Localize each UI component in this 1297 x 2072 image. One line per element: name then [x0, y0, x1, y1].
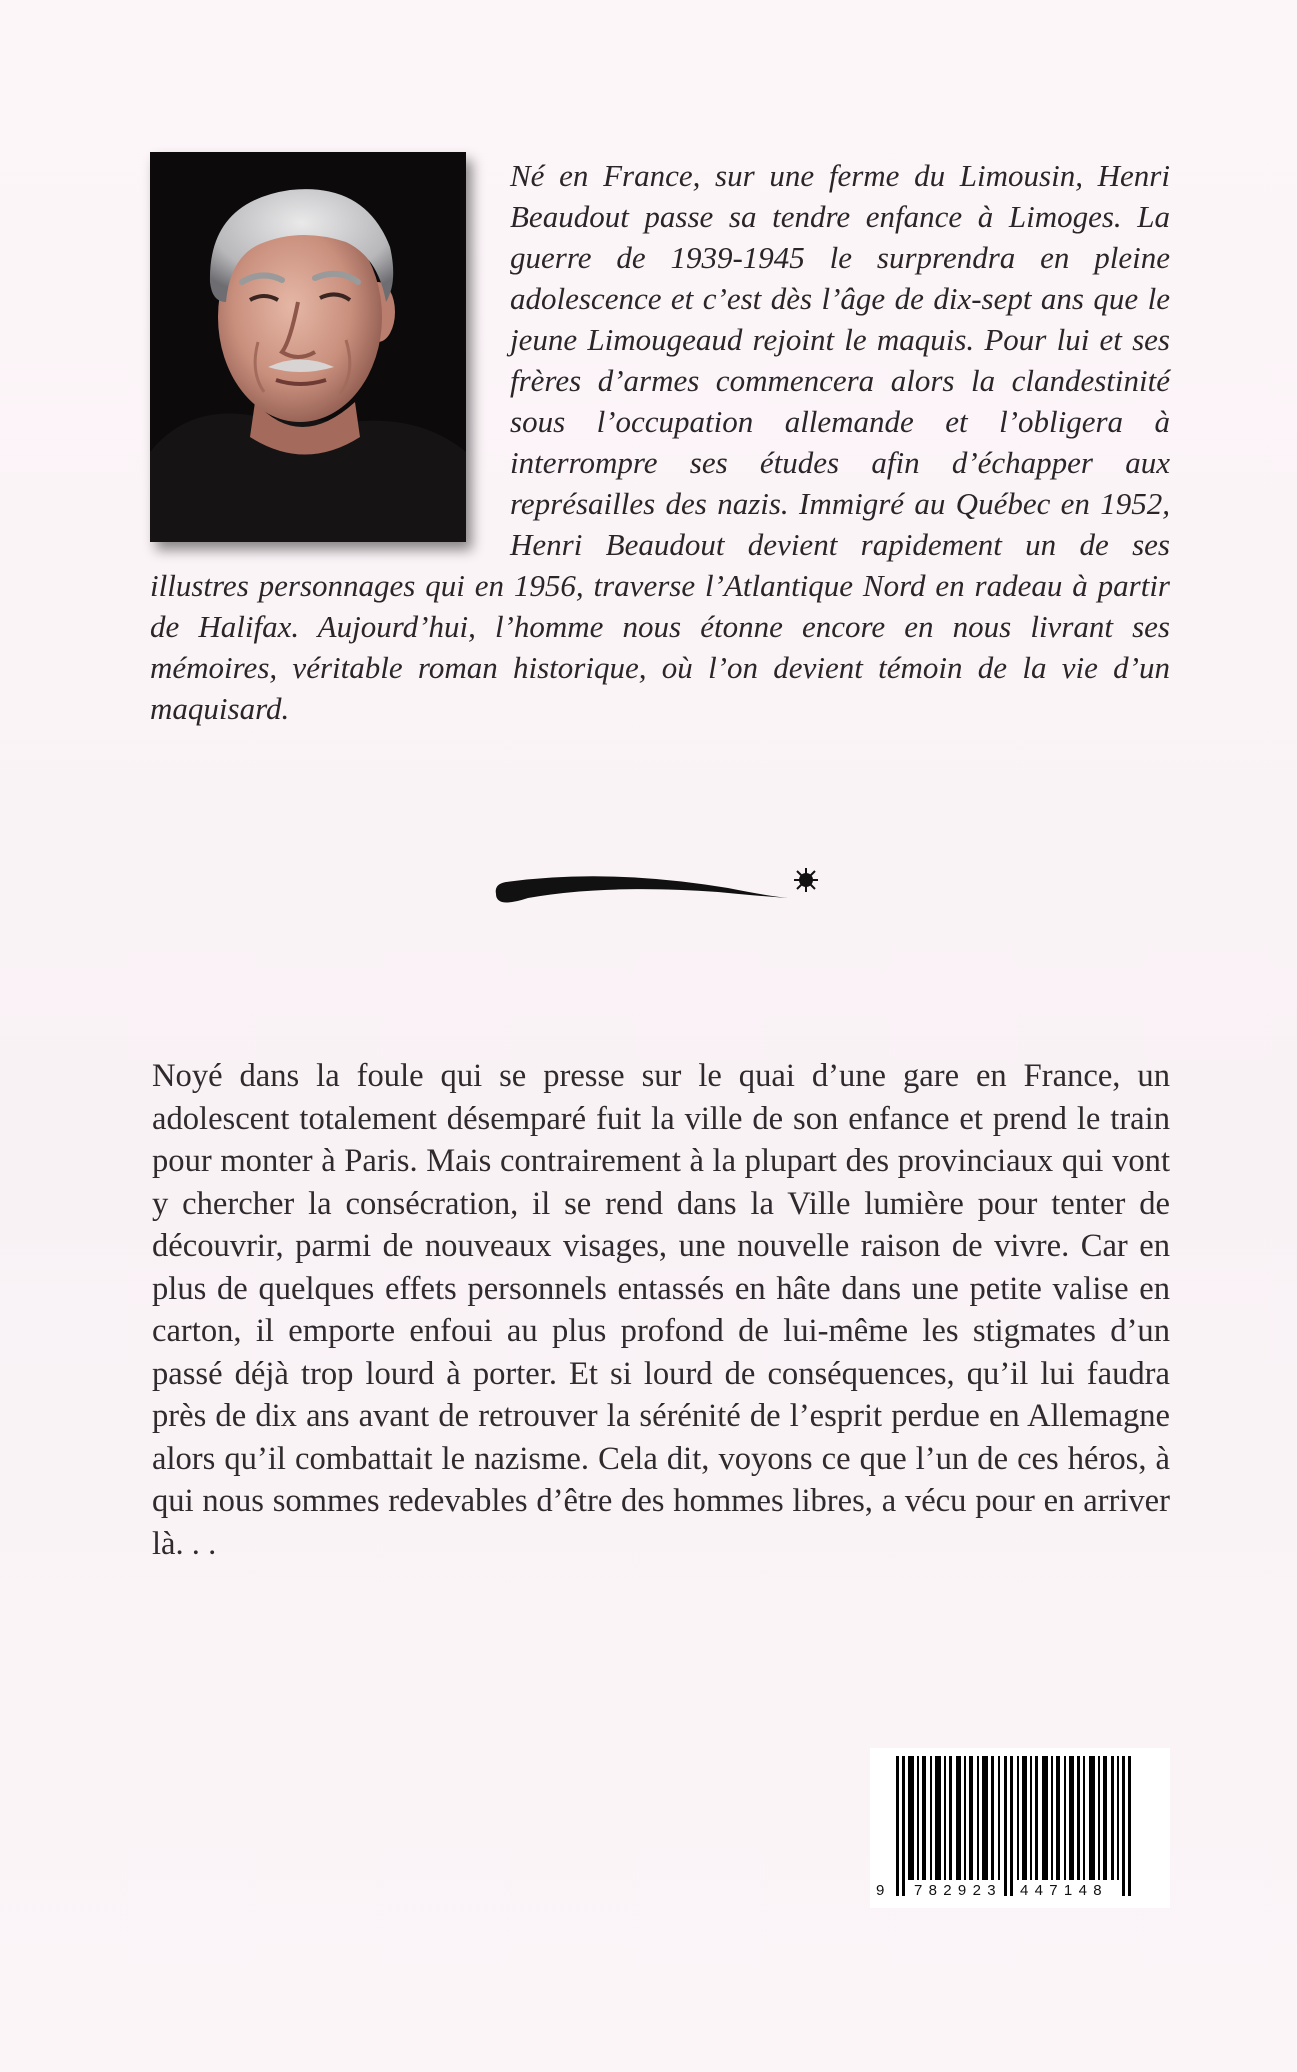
barcode-first-digit: 9 — [876, 1882, 891, 1899]
barcode-left-group: 782923 — [914, 1882, 1002, 1899]
brush-stroke-ornament — [488, 858, 838, 928]
isbn-barcode — [870, 1748, 1170, 1908]
photo-wrap-space — [150, 155, 510, 565]
barcode-digits — [870, 1882, 1170, 1906]
author-biography — [150, 155, 1170, 729]
book-summary-text: Noyé dans la foule qui se presse sur le quai d’une gare en France, un adolescent totalement désemparé fuit la ville de son enfance et prend le train pour monter à Paris. Mais contrairement à la plupart des provinciaux qui vont y chercher la consécration, il se rend dans la Ville lumière pour tenter de découvrir, parmi de nouveaux visages, une nouvelle raison de vivre. Car en plus de quelques effets personnels entassés en hâte dans une petite valise en carton, il emporte enfoui au plus profond de lui-même les stigmates d’un passé déjà trop lourd à porter. Et si lourd de conséquences, qu’il lui faudra près de dix ans avant de retrouver la sérénité de l’esprit perdue en Allemagne alors qu’il combattait le nazisme. Cela dit, voyons ce que l’un de ces héros, à qui nous sommes redevables d’être des hommes libres, a vécu pour en arriver là. . . — [152, 1058, 1170, 1562]
barcode-right-group: 447148 — [1020, 1882, 1108, 1899]
book-summary — [152, 1055, 1170, 1565]
author-biography-text: Né en France, sur une ferme du Limousin, Henri Beaudout passe sa tendre enfance à Limoges. La guerre de 1939-1945 le surprendra en pleine adolescence et c’est dès l’âge de dix-sept ans que le jeune Limougeaud rejoint le maquis. Pour lui et ses frères d’armes commencera alors la clandestinité sous l’occupation allemande et l’obligera à interrompre ses études afin d’échapper aux représailles des nazis. Immigré au Québec en 1952, Henri Beaudout devient rapidement un de ses illustres personnages qui en 1956, traverse l’Atlantique Nord en radeau à partir de Halifax. Aujourd’hui, l’homme nous étonne encore en nous livrant ses mémoires, véritable roman historique, où l’on devient témoin de la vie d’un maquisard. — [150, 158, 1170, 726]
